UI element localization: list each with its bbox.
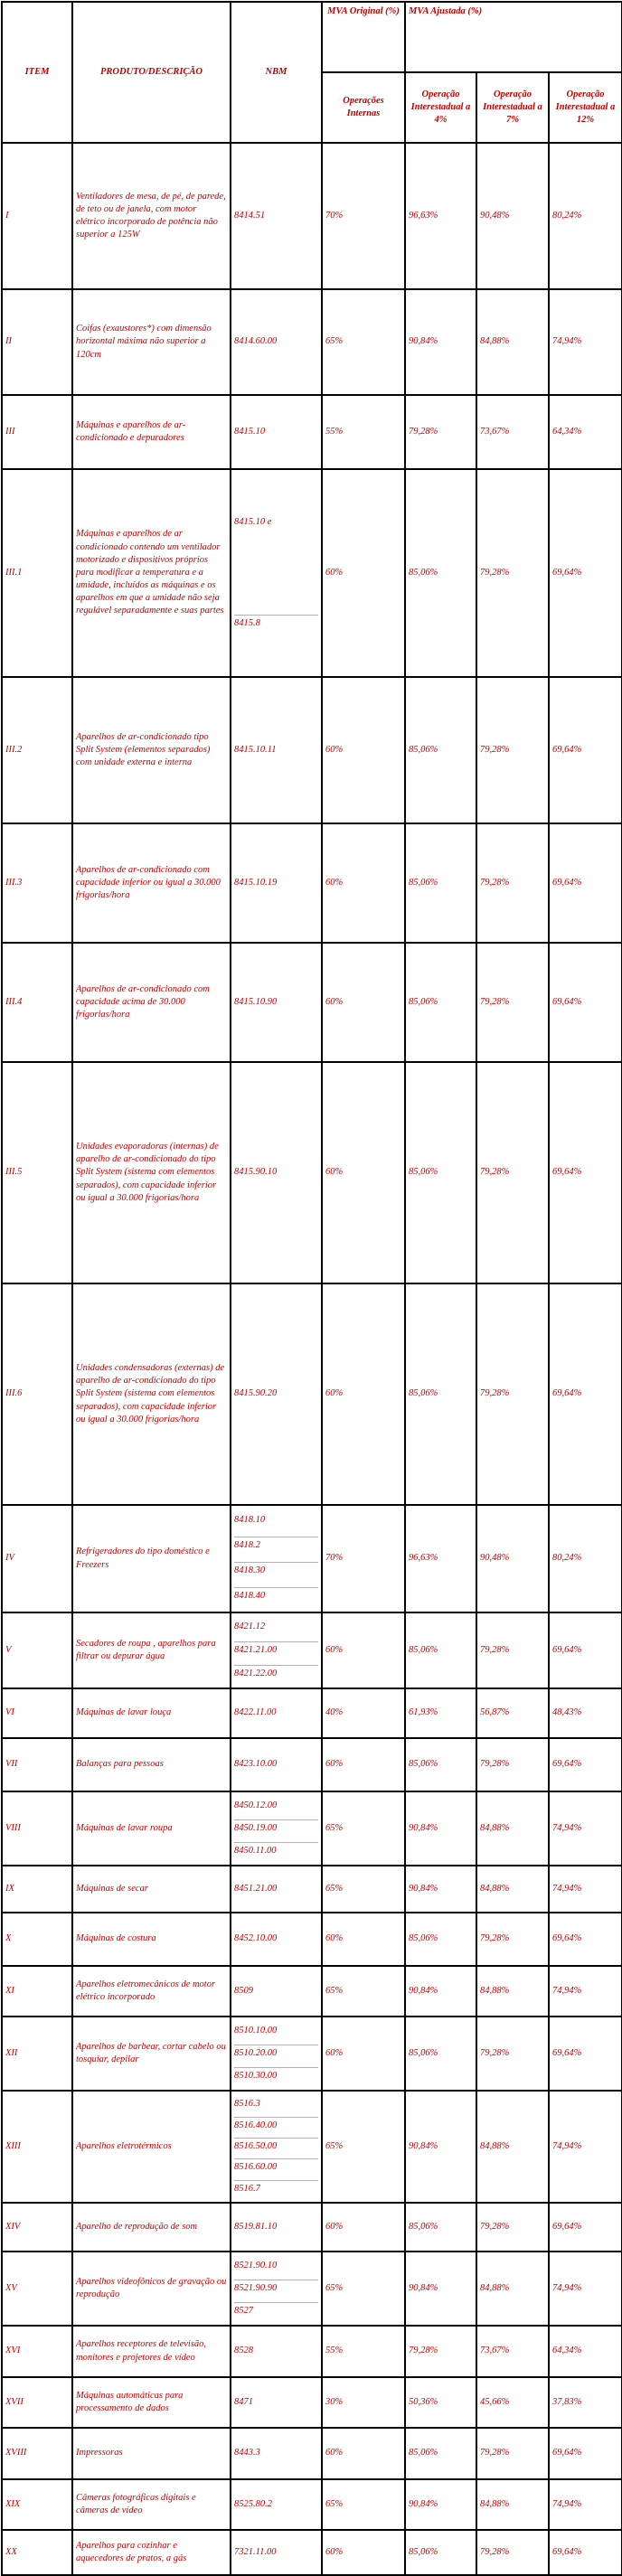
row-mva-4: 85,06%	[405, 2203, 476, 2252]
row-mva-4: 79,28%	[405, 395, 476, 469]
row-mva-4: 85,06%	[405, 1062, 476, 1283]
row-item: VII	[2, 1738, 72, 1791]
row-item: IV	[2, 1505, 72, 1612]
row-description: Balanças para pessoas	[72, 1738, 231, 1791]
row-ncm	[231, 143, 322, 289]
table-row	[2, 2530, 622, 2575]
ncm-code: 8516.3	[234, 2099, 260, 2110]
row-mva-4: 85,06%	[405, 1913, 476, 1966]
table-row	[2, 2203, 622, 2252]
ncm-code: 8415.10.19	[234, 877, 278, 888]
table-row	[2, 943, 622, 1062]
ncm-code: 7321.11.00	[234, 2546, 277, 2557]
ncm-code: 8415.8	[234, 615, 318, 632]
row-mva-12: 69,64%	[549, 1738, 622, 1791]
row-ncm	[231, 1738, 322, 1791]
row-mva-12: 74,94%	[549, 2479, 622, 2530]
row-mva-7: 79,28%	[476, 1738, 549, 1791]
row-mva-7: 84,88%	[476, 2252, 549, 2326]
row-item: III.5	[2, 1062, 72, 1283]
row-ncm	[231, 823, 322, 943]
row-mva-original: 60%	[322, 1913, 405, 1966]
row-mva-7: 79,28%	[476, 1612, 549, 1688]
row-mva-12: 69,64%	[549, 2428, 622, 2479]
row-mva-4: 96,63%	[405, 143, 476, 289]
row-ncm	[231, 2091, 322, 2203]
row-mva-original: 60%	[322, 677, 405, 823]
row-mva-original: 60%	[322, 469, 405, 677]
row-description: Aparelhos para cozinhar e aquecedores de pratos, a gás	[72, 2530, 231, 2575]
row-mva-12: 74,94%	[549, 1791, 622, 1866]
row-mva-4: 85,06%	[405, 2017, 476, 2091]
row-description: Aparelhos eletrotérmicos	[72, 2091, 231, 2203]
ncm-code: 8415.10	[234, 426, 266, 437]
ncm-code: 8519.81.10	[234, 2221, 278, 2232]
row-mva-4: 85,06%	[405, 677, 476, 823]
row-mva-7: 90,48%	[476, 1505, 549, 1612]
row-mva-original: 60%	[322, 1612, 405, 1688]
row-mva-12: 69,64%	[549, 943, 622, 1062]
row-mva-original: 60%	[322, 823, 405, 943]
row-ncm	[231, 2530, 322, 2575]
row-ncm	[231, 1612, 322, 1688]
row-mva-4: 79,28%	[405, 2326, 476, 2377]
ncm-code: 8418.40	[234, 1587, 318, 1604]
row-mva-7: 79,28%	[476, 2428, 549, 2479]
row-item: XVIII	[2, 2428, 72, 2479]
row-description: Unidades evaporadoras (internas) de aparelho de ar-condicionado do tipo Split System (sistema com elementos separados), com capacidade inferior ou igual a 30.000 frigorias/hora	[72, 1062, 231, 1283]
row-mva-12: 74,94%	[549, 1866, 622, 1913]
row-item: XX	[2, 2530, 72, 2575]
row-description: Refrigeradores do tipo doméstico e Freezers	[72, 1505, 231, 1612]
row-mva-12: 74,94%	[549, 2091, 622, 2203]
table-row	[2, 469, 622, 677]
row-mva-12: 69,64%	[549, 469, 622, 677]
row-description: Máquinas de lavar roupa	[72, 1791, 231, 1866]
row-mva-7: 79,28%	[476, 469, 549, 677]
ncm-code: 8418.2	[234, 1537, 318, 1554]
row-mva-12: 74,94%	[549, 1966, 622, 2017]
row-ncm	[231, 469, 322, 677]
table-row	[2, 2479, 622, 2530]
row-description: Máquinas automáticas para processamento de dados	[72, 2377, 231, 2428]
table-row	[2, 1688, 622, 1738]
ncm-code: 8450.12.00	[234, 1800, 278, 1810]
row-description: Aparelhos de ar-condicionado tipo Split System (elementos separados) com unidade externa e interna	[72, 677, 231, 823]
row-mva-original: 70%	[322, 1505, 405, 1612]
row-mva-original: 60%	[322, 2017, 405, 2091]
row-item: V	[2, 1612, 72, 1688]
row-mva-original: 65%	[322, 1791, 405, 1866]
row-item: III	[2, 395, 72, 469]
row-mva-12: 64,34%	[549, 395, 622, 469]
row-mva-12: 69,64%	[549, 677, 622, 823]
row-mva-7: 84,88%	[476, 289, 549, 395]
row-mva-4: 85,06%	[405, 1738, 476, 1791]
row-ncm	[231, 1062, 322, 1283]
row-item: XIX	[2, 2479, 72, 2530]
ncm-code: 8418.30	[234, 1562, 318, 1579]
ncm-code: 8510.30.00	[234, 2067, 318, 2084]
ncm-code: 8471	[234, 2396, 253, 2407]
ncm-code: 8510.10.00	[234, 2025, 278, 2035]
row-mva-7: 73,67%	[476, 395, 549, 469]
table-row	[2, 1866, 622, 1913]
row-item: III.6	[2, 1283, 72, 1505]
row-mva-12: 74,94%	[549, 2252, 622, 2326]
row-description: Máquinas de lavar louça	[72, 1688, 231, 1738]
row-mva-7: 84,88%	[476, 1791, 549, 1866]
ncm-code: 8450.11.00	[234, 1842, 318, 1859]
header-item: ITEM	[2, 2, 72, 143]
header-mva-ajustada: MVA Ajustada (%)	[405, 2, 622, 72]
table-row	[2, 1913, 622, 1966]
row-description: Ventiladores de mesa, de pé, de parede, de teto ou de janela, com motor elétrico incorporado de potência não superior a 125W	[72, 143, 231, 289]
row-mva-7: 84,88%	[476, 2091, 549, 2203]
row-mva-7: 79,28%	[476, 1913, 549, 1966]
row-mva-12: 69,64%	[549, 1612, 622, 1688]
ncm-code: 8452.10.00	[234, 1933, 278, 1944]
row-mva-12: 69,64%	[549, 823, 622, 943]
row-mva-7: 79,28%	[476, 2203, 549, 2252]
row-mva-12: 69,64%	[549, 1283, 622, 1505]
row-description: Aparelhos de ar-condicionado com capacidade inferior ou igual a 30.000 frigorias/hora	[72, 823, 231, 943]
table-body	[2, 143, 622, 2575]
table-row	[2, 1062, 622, 1283]
row-mva-7: 79,28%	[476, 943, 549, 1062]
row-item: XVI	[2, 2326, 72, 2377]
row-ncm	[231, 1505, 322, 1612]
row-mva-7: 79,28%	[476, 2017, 549, 2091]
row-item: X	[2, 1913, 72, 1966]
row-description: Coifas (exaustores*) com dimensão horizontal máxima não superior a 120cm	[72, 289, 231, 395]
ncm-code: 8451.21.00	[234, 1883, 278, 1894]
row-mva-4: 90,84%	[405, 1791, 476, 1866]
row-description: Máquinas de costura	[72, 1913, 231, 1966]
row-mva-4: 85,06%	[405, 469, 476, 677]
row-mva-original: 60%	[322, 2530, 405, 2575]
table-row	[2, 1283, 622, 1505]
row-mva-4: 85,06%	[405, 2530, 476, 2575]
ncm-code: 8415.10.11	[234, 744, 277, 755]
row-description: Aparelhos receptores de televisão, monitores e projetores de vídeo	[72, 2326, 231, 2377]
row-mva-7: 90,48%	[476, 143, 549, 289]
row-mva-7: 79,28%	[476, 823, 549, 943]
row-mva-4: 85,06%	[405, 2428, 476, 2479]
row-description: Unidades condensadoras (externas) de aparelho de ar-condicionado do tipo Split System (sistema com elementos separados), com capacidade inferior ou igual a 30.000 frigorias/hora	[72, 1283, 231, 1505]
row-mva-4: 90,84%	[405, 289, 476, 395]
row-mva-7: 45,66%	[476, 2377, 549, 2428]
ncm-code: 8516.7	[234, 2180, 318, 2197]
row-mva-12: 69,64%	[549, 2530, 622, 2575]
row-description: Aparelho de reprodução de som	[72, 2203, 231, 2252]
ncm-code: 8415.10 e	[234, 517, 272, 528]
row-item: II	[2, 289, 72, 395]
table-row	[2, 1791, 622, 1866]
ncm-code: 8421.12	[234, 1622, 266, 1632]
ncm-code: 8516.40.00	[234, 2117, 318, 2134]
row-mva-original: 30%	[322, 2377, 405, 2428]
header-op-7: Operação Interestadual a 7%	[476, 72, 549, 143]
row-mva-12: 80,24%	[549, 143, 622, 289]
row-mva-original: 65%	[322, 2252, 405, 2326]
row-item: IX	[2, 1866, 72, 1913]
table-row	[2, 2252, 622, 2326]
row-mva-original: 55%	[322, 395, 405, 469]
row-mva-4: 61,93%	[405, 1688, 476, 1738]
row-mva-original: 60%	[322, 1283, 405, 1505]
row-mva-4: 85,06%	[405, 1612, 476, 1688]
row-ncm	[231, 677, 322, 823]
ncm-code: 8450.19.00	[234, 1819, 318, 1837]
table-row	[2, 1966, 622, 2017]
row-description: Aparelhos de ar-condicionado com capacidade acima de 30.000 frigorias/hora	[72, 943, 231, 1062]
ncm-code: 8415.90.20	[234, 1388, 278, 1399]
row-mva-original: 65%	[322, 2091, 405, 2203]
table-row	[2, 2428, 622, 2479]
row-mva-4: 90,84%	[405, 1866, 476, 1913]
row-item: XVII	[2, 2377, 72, 2428]
row-mva-original: 40%	[322, 1688, 405, 1738]
row-mva-12: 69,64%	[549, 2203, 622, 2252]
row-mva-4: 85,06%	[405, 823, 476, 943]
row-description: Máquinas e aparelhos de ar condicionado contendo um ventilador motorizado e dispositivos próprios para modificar a temperatura e a umidade, incluídos as máquinas e os aparelhos em que a umidade não seja regulável separadamente e suas partes	[72, 469, 231, 677]
row-mva-original: 65%	[322, 1966, 405, 2017]
row-mva-7: 79,28%	[476, 1283, 549, 1505]
row-ncm	[231, 1283, 322, 1505]
ncm-code: 8443.3	[234, 2448, 260, 2458]
table-row	[2, 1738, 622, 1791]
row-ncm	[231, 2252, 322, 2326]
row-mva-4: 90,84%	[405, 2479, 476, 2530]
row-ncm	[231, 2017, 322, 2091]
row-mva-7: 79,28%	[476, 1062, 549, 1283]
ncm-code: 8423.10.00	[234, 1759, 278, 1770]
row-mva-4: 85,06%	[405, 943, 476, 1062]
ncm-code: 8421.22.00	[234, 1665, 318, 1682]
row-description: Aparelhos eletromecânicos de motor elétrico incorporado	[72, 1966, 231, 2017]
ncm-code: 8509	[234, 1985, 253, 1996]
row-item: XV	[2, 2252, 72, 2326]
row-mva-4: 96,63%	[405, 1505, 476, 1612]
row-description: Máquinas e aparelhos de ar-condicionado e depuradores	[72, 395, 231, 469]
row-ncm	[231, 2203, 322, 2252]
row-mva-7: 84,88%	[476, 1966, 549, 2017]
row-mva-4: 90,84%	[405, 2252, 476, 2326]
row-mva-12: 74,94%	[549, 289, 622, 395]
row-description: Aparelhos videofônicos de gravação ou reprodução	[72, 2252, 231, 2326]
row-description: Máquinas de secar	[72, 1866, 231, 1913]
header-op-internas: Operações Internas	[322, 72, 405, 143]
row-mva-12: 69,64%	[549, 1913, 622, 1966]
row-ncm	[231, 1866, 322, 1913]
row-mva-12: 64,34%	[549, 2326, 622, 2377]
row-mva-original: 65%	[322, 289, 405, 395]
row-mva-original: 70%	[322, 143, 405, 289]
row-mva-7: 73,67%	[476, 2326, 549, 2377]
ncm-code: 8415.90.10	[234, 1167, 278, 1178]
row-mva-7: 84,88%	[476, 2479, 549, 2530]
row-ncm	[231, 289, 322, 395]
table-row	[2, 1612, 622, 1688]
ncm-code: 8418.10	[234, 1515, 266, 1526]
header-mva-original: MVA Original (%)	[322, 2, 405, 72]
row-mva-7: 56,87%	[476, 1688, 549, 1738]
ncm-code: 8521.90.10	[234, 2260, 278, 2270]
row-item: XII	[2, 2017, 72, 2091]
header-op-4: Operação Interestadual a 4%	[405, 72, 476, 143]
row-item: XI	[2, 1966, 72, 2017]
row-mva-original: 65%	[322, 1866, 405, 1913]
row-mva-7: 84,88%	[476, 1866, 549, 1913]
row-ncm	[231, 2377, 322, 2428]
row-item: III.3	[2, 823, 72, 943]
table-row	[2, 143, 622, 289]
row-ncm	[231, 2428, 322, 2479]
row-ncm	[231, 1688, 322, 1738]
row-ncm	[231, 1791, 322, 1866]
row-description: Aparelhos de barbear, cortar cabelo ou tosquiar, depilar	[72, 2017, 231, 2091]
row-mva-12: 69,64%	[549, 2017, 622, 2091]
row-item: XIV	[2, 2203, 72, 2252]
row-mva-12: 37,83%	[549, 2377, 622, 2428]
row-ncm	[231, 1966, 322, 2017]
row-mva-12: 48,43%	[549, 1688, 622, 1738]
row-item: III.4	[2, 943, 72, 1062]
row-mva-original: 55%	[322, 2326, 405, 2377]
row-description: Secadores de roupa , aparelhos para filtrar ou depurar água	[72, 1612, 231, 1688]
ncm-code: 8516.60.00	[234, 2158, 318, 2176]
header-op-12: Operação Interestadual a 12%	[549, 72, 622, 143]
row-mva-7: 79,28%	[476, 2530, 549, 2575]
ncm-code: 8414.60.00	[234, 336, 278, 347]
row-mva-4: 85,06%	[405, 1283, 476, 1505]
table-row	[2, 289, 622, 395]
ncm-code: 8525.80.2	[234, 2498, 272, 2509]
ncm-code: 8414.51	[234, 210, 266, 221]
ncm-code: 8422.11.00	[234, 1707, 277, 1718]
row-ncm	[231, 943, 322, 1062]
row-mva-7: 79,28%	[476, 677, 549, 823]
row-mva-original: 60%	[322, 1062, 405, 1283]
row-mva-original: 60%	[322, 2203, 405, 2252]
header-ncm: NBM	[231, 2, 322, 143]
row-item: XIII	[2, 2091, 72, 2203]
row-ncm	[231, 2326, 322, 2377]
row-ncm	[231, 395, 322, 469]
row-description: Câmeras fotográficas digitais e câmeras de vídeo	[72, 2479, 231, 2530]
row-mva-4: 50,36%	[405, 2377, 476, 2428]
table-row	[2, 1505, 622, 1612]
row-item: III.2	[2, 677, 72, 823]
row-item: III.1	[2, 469, 72, 677]
row-ncm	[231, 2479, 322, 2530]
row-item: I	[2, 143, 72, 289]
ncm-code: 8510.20.00	[234, 2045, 318, 2062]
mva-table	[1, 1, 622, 2576]
ncm-code: 8516.50.00	[234, 2138, 318, 2155]
row-mva-original: 60%	[322, 943, 405, 1062]
table-row	[2, 823, 622, 943]
ncm-code: 8528	[234, 2346, 253, 2356]
row-mva-12: 80,24%	[549, 1505, 622, 1612]
ncm-code: 8415.10.90	[234, 996, 278, 1007]
table-row	[2, 2091, 622, 2203]
table-row	[2, 2377, 622, 2428]
row-item: VI	[2, 1688, 72, 1738]
row-description: Impressoras	[72, 2428, 231, 2479]
row-mva-12: 69,64%	[549, 1062, 622, 1283]
ncm-code: 8521.90.90	[234, 2280, 318, 2297]
row-ncm	[231, 1913, 322, 1966]
ncm-code: 8527	[234, 2302, 318, 2319]
row-mva-original: 60%	[322, 2428, 405, 2479]
header-product: PRODUTO/DESCRIÇÃO	[72, 2, 231, 143]
row-mva-4: 90,84%	[405, 1966, 476, 2017]
row-item: VIII	[2, 1791, 72, 1866]
table-row	[2, 2017, 622, 2091]
table-row	[2, 677, 622, 823]
row-mva-original: 60%	[322, 1738, 405, 1791]
table-row	[2, 395, 622, 469]
table-row	[2, 2326, 622, 2377]
ncm-code: 8421.21.00	[234, 1641, 318, 1659]
row-mva-original: 65%	[322, 2479, 405, 2530]
row-mva-4: 90,84%	[405, 2091, 476, 2203]
